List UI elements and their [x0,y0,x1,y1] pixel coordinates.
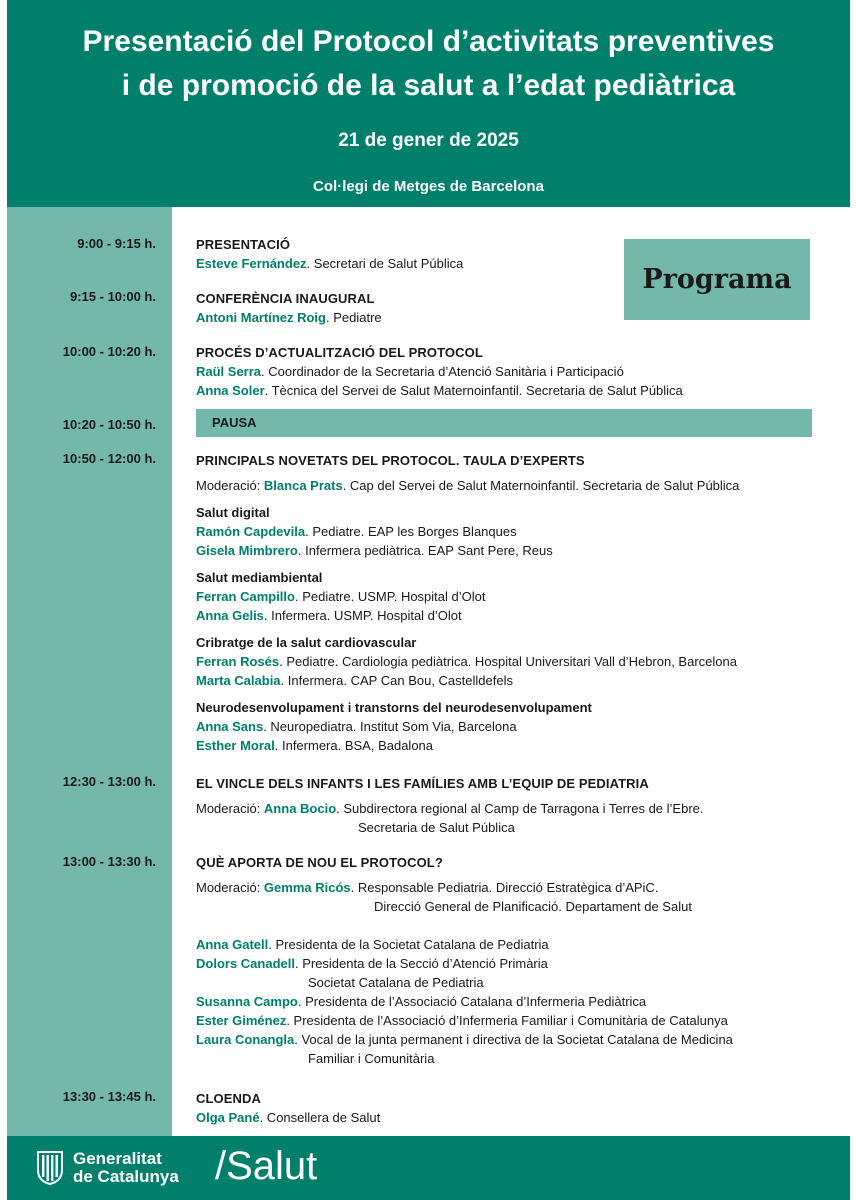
speaker-line [196,254,463,273]
time-slot-2: 9:15 - 10:00 h. [70,289,156,304]
moderator-line [196,476,739,495]
salut-wordmark: /Salut [215,1144,318,1188]
speaker-role: . Pediatre. Cardiologia pediàtrica. Hospital Universitari Vall d’Hebron, Barcelona [279,654,737,669]
speaker-name: Anna Sans [196,719,264,734]
speaker-role: . Pediatre [326,310,382,325]
speaker-name: Raül Serra [196,364,262,379]
speaker-name: Susanna Campo [196,994,298,1009]
speaker-name: Olga Pané [196,1110,260,1125]
footer-banner [7,1136,850,1200]
speaker-line [196,362,683,381]
speaker-role: . Presidenta de la Secció d’Atenció Primària [294,956,548,971]
event-venue: Col·legi de Metges de Barcelona [313,178,544,195]
speaker-name: Laura Conangla [196,1032,295,1047]
event-title [7,20,850,108]
moderator-role: . Cap del Servei de Salut Maternoinfantil. Secretaria de Salut Pública [342,478,740,493]
moderator-role: . Responsable Pediatria. Direcció Estratègica d’APiC. [350,880,659,895]
generalitat-line-2: de Catalunya [73,1167,179,1186]
moderator-name: Anna Bocio [263,801,337,816]
speaker-role: . Infermera. CAP Can Bou, Castelldefels [280,673,513,688]
speaker-name: Anna Gatell [196,937,269,952]
programa-label: Programa [642,264,792,295]
session-heading: PRINCIPALS NOVETATS DEL PROTOCOL. TAULA D’EXPERTS [196,453,585,468]
speaker-line [196,587,739,606]
moderator-label: Moderació: [196,801,264,816]
event-title-line-2: i de promoció de la salut a l’edat pediàtrica [121,69,736,102]
moderator-label: Moderació: [196,478,264,493]
speaker-name: Dolors Canadell [196,956,295,971]
speaker-line [196,954,733,973]
moderator-role-continued: Secretaria de Salut Pública [358,820,515,835]
session-heading: PRESENTACIÓ [196,237,291,252]
session-conferencia [196,289,382,327]
speaker-name: Ferran Campillo [196,589,295,604]
session-cloenda [196,1089,380,1127]
event-date: 21 de gener de 2025 [338,130,519,151]
programa-badge [624,239,810,320]
schedule-content [172,207,850,1136]
speaker-line [196,1030,733,1049]
time-slot-3: 10:00 - 10:20 h. [62,344,156,359]
moderator-name: Blanca Prats [263,478,343,493]
speaker-line [196,671,739,690]
speaker-line [196,652,739,671]
speaker-line [196,381,683,400]
speaker-role: . Infermera pediàtrica. EAP Sant Pere, Reus [297,543,553,558]
speaker-line [196,935,733,954]
speaker-line [196,308,382,327]
speaker-name: Gisela Mimbrero [196,543,298,558]
speaker-role: . Presidenta de la Societat Catalana de Pediatria [268,937,549,952]
speaker-role: . Secretari de Salut Pública [306,256,464,271]
speaker-name: Anna Gelis [196,608,264,623]
moderator-role-continued: Direcció General de Planificació. Departament de Salut [374,899,692,914]
moderator-role: . Subdirectora regional al Camp de Tarragona i Terres de l’Ebre. [336,801,704,816]
session-vincle [196,774,704,837]
speaker-role: . Vocal de la junta permanent i directiva de la Societat Catalana de Medicina [294,1032,733,1047]
moderator-name: Gemma Ricós [263,880,351,895]
speaker-name: Antoni Martínez Roig [196,310,326,325]
topic-title: Cribratge de la salut cardiovascular [196,635,417,650]
speaker-role: . Presidenta de l’Associació d’Infermeria Familiar i Comunitària de Catalunya [286,1013,728,1028]
event-title-line-1: Presentació del Protocol d’activitats preventives [82,25,775,58]
time-slot-4: 10:20 - 10:50 h. [62,417,156,432]
speaker-role: . Infermera. USMP. Hospital d’Olot [263,608,462,623]
generalitat-emblem-icon [35,1148,65,1186]
speaker-name: Ramón Capdevila [196,524,306,539]
speaker-name: Esther Moral [196,738,275,753]
generalitat-wordmark [73,1150,179,1186]
session-heading: CONFERÈNCIA INAUGURAL [196,291,375,306]
speaker-name: Marta Calabia [196,673,281,688]
speaker-role: . Coordinador de la Secretaria d’Atenció Sanitària i Participació [261,364,624,379]
speaker-line [196,1011,733,1030]
generalitat-line-1: Generalitat [73,1149,162,1168]
speaker-name: Esteve Fernández [196,256,307,271]
time-slot-8: 13:30 - 13:45 h. [62,1089,156,1104]
session-presentacio [196,235,463,273]
header-banner [7,0,850,207]
speaker-role-continued: Familiar i Comunitària [308,1051,435,1066]
time-slot-5: 10:50 - 12:00 h. [62,451,156,466]
moderator-line [196,878,733,897]
speaker-role: . Neuropediatra. Institut Som Via, Barcelona [263,719,517,734]
time-slot-7: 13:00 - 13:30 h. [62,854,156,869]
session-novetats [196,451,739,755]
time-slot-1: 9:00 - 9:15 h. [77,236,156,251]
speaker-line [196,1108,380,1127]
time-slot-6: 12:30 - 13:00 h. [62,774,156,789]
speaker-role: . Infermera. BSA, Badalona [274,738,434,753]
speaker-role: . Presidenta de l’Associació Catalana d’Infermeria Pediàtrica [297,994,647,1009]
session-heading: PROCÉS D’ACTUALITZACIÓ DEL PROTOCOL [196,345,483,360]
session-heading: QUÈ APORTA DE NOU EL PROTOCOL? [196,855,443,870]
speaker-name: Anna Soler [196,383,265,398]
speaker-line [196,522,739,541]
speaker-name: Ester Giménez [196,1013,287,1028]
pausa-bar: PAUSA [196,409,812,437]
session-proces [196,343,683,400]
session-heading: CLOENDA [196,1091,261,1106]
topic-title: Neurodesenvolupament i transtorns del neurodesenvolupament [196,700,592,715]
speaker-role-continued: Societat Catalana de Pediatria [308,975,484,990]
speaker-role: . Consellera de Salut [259,1110,381,1125]
speaker-role: . Pediatre. EAP les Borges Blanques [305,524,517,539]
session-aporta [196,853,733,1068]
speaker-role: . Pediatre. USMP. Hospital d’Olot [294,589,486,604]
speaker-name: Ferran Rosés [196,654,280,669]
speaker-line [196,992,733,1011]
topic-title: Salut digital [196,505,270,520]
session-heading: EL VINCLE DELS INFANTS I LES FAMÍLIES AMB L’EQUIP DE PEDIATRIA [196,776,649,791]
moderator-label: Moderació: [196,880,264,895]
speaker-role: . Tècnica del Servei de Salut Maternoinfantil. Secretaria de Salut Pública [264,383,683,398]
moderator-line [196,799,704,818]
schedule-time-column [7,207,172,1136]
speaker-line [196,717,739,736]
speaker-line [196,606,739,625]
topic-title: Salut mediambiental [196,570,323,585]
speaker-line [196,736,739,755]
speaker-line [196,541,739,560]
